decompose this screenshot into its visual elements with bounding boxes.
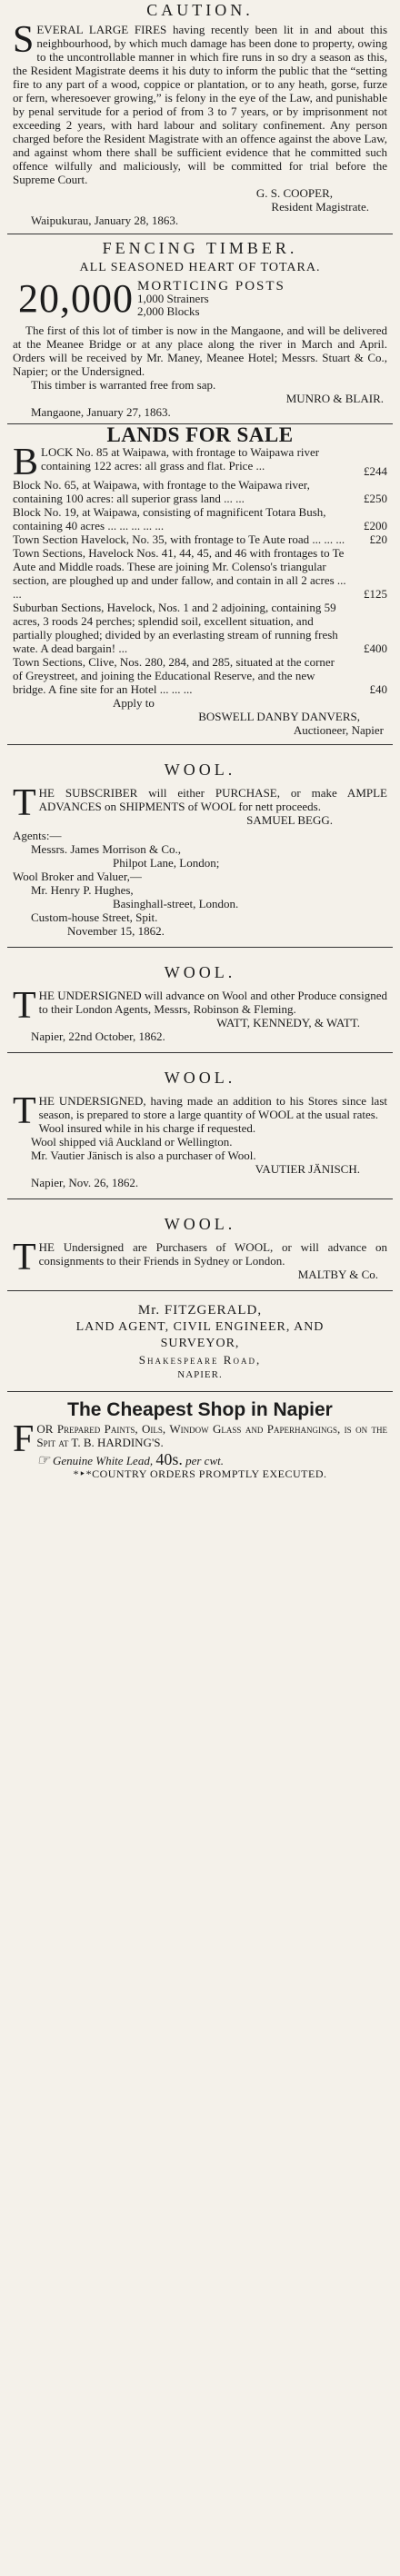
timber-body: The first of this lot of timber is now in the Mangaone, and will be delivered at the Meanee Bridge or at any place along the river in March and April. Orders will be received by Mr. Maney, Meanee Hotel; Messrs. Stuart & Co., Napier; or the Undersigned. (13, 323, 387, 378)
caution-ad (13, 0, 387, 227)
wool1-text: HE SUBSCRIBER will either PURCHASE, or make AMPLE ADVANCES on SHIPMENTS of WOOL for nett proceeds. (38, 786, 387, 813)
timber-item-posts: MORTICING POSTS (137, 279, 285, 293)
lot-price: £40 (369, 682, 387, 696)
wool3-dateline: Napier, Nov. 26, 1862. (31, 1176, 139, 1189)
lot-text: Block No. 65, at Waipawa, with frontage to the Waipawa river, containing 100 acres: all superior grass land ... ... (13, 478, 310, 505)
lands-title: Auctioneer, Napier (293, 723, 384, 737)
timber-quantity-block (13, 276, 387, 321)
list-item (13, 655, 387, 696)
lot-text: Block No. 19, at Waipawa, consisting of magnificent Totara Bush, containing 40 acres ... ... ... ... ... (13, 505, 326, 532)
timber-subheading: ALL SEASONED HEART OF TOTARA. (79, 261, 321, 274)
timber-heading: FENCING TIMBER. (102, 239, 298, 257)
wool4-text: HE Undersigned are Purchasers of WOOL, or will advance on consignments to their Friends in Sydney or London. (38, 1240, 387, 1268)
caution-title: Resident Magistrate. (271, 200, 369, 214)
timber-item-blocks: 2,000 Blocks (137, 304, 200, 318)
lead-label: Genuine White Lead, (52, 1454, 154, 1467)
wool2-dateline: Napier, 22nd October, 1862. (31, 1029, 165, 1043)
wool1-broker-address: Basinghall-street, London. (113, 897, 239, 910)
lot-price: £250 (364, 492, 387, 505)
wool4-signature: MALTBY & Co. (297, 1268, 378, 1281)
lands-apply: Apply to (113, 696, 155, 710)
lot-price: £200 (364, 519, 387, 532)
lot-price: £125 (364, 587, 387, 601)
wool3-purchaser: Mr. Vautier Jänisch is also a purchaser of Wool. (31, 1149, 256, 1162)
cheapest-dropcap: F (13, 1418, 35, 1460)
wool3-ad (13, 1053, 387, 1189)
list-item (13, 601, 387, 655)
wool3-dropcap: T (13, 1090, 36, 1132)
lot-text: Suburban Sections, Havelock, Nos. 1 and 2 adjoining, containing 59 acres, 3 roods 24 perches; splendid soil, excellent situation, and partially ploughed; divided by an everlasting stream of running fresh wate. A dead bargain! ... (13, 601, 338, 655)
list-item (13, 478, 387, 505)
wool1-custom-house: Custom-house Street, Spit. (31, 910, 158, 924)
list-item (13, 546, 387, 601)
lot-price: £400 (364, 642, 387, 655)
fitzgerald-line2: SURVEYOR, (160, 1337, 240, 1350)
pointing-hand-icon: ☞ (36, 1453, 50, 1468)
lands-ad (13, 424, 387, 737)
lands-signature: BOSWELL DANBY DANVERS, (198, 710, 360, 723)
lot-price: £244 (364, 464, 387, 478)
fitzgerald-line1: LAND AGENT, CIVIL ENGINEER, AND (75, 1320, 325, 1334)
wool1-signature: SAMUEL BEGG. (246, 813, 333, 827)
wool2-dropcap: T (13, 985, 36, 1027)
caution-body (13, 19, 387, 186)
cheapest-lead-line (13, 1450, 387, 1468)
lot-price: £20 (369, 532, 387, 546)
wool1-agent-address: Philpot Lane, London; (113, 856, 220, 870)
timber-warranty: This timber is warranted free from sap. (31, 378, 216, 392)
timber-big-number: 20,000 (18, 276, 134, 321)
caution-dropcap: S (13, 19, 35, 61)
caution-text: EVERAL LARGE FIRES having recently been lit in and about this neighbourhood, by which much damage has been done to property, owing to the uncontrollable manner in which fire runs in so dry a season as this, the Resident Magistrate deems it his duty to inform the public that the “setting fire to any part of a wood, coppice or plantation, or to any heath, gorse, furze or fern, wheresoever growing,” is felony in the eye of the Law, and punishable by penal servitude for a period of from 3 to 7 years, or by imprisonment not exceeding 2 years, with hard labour and solitary confinement. Any person charged before the Resident Magistrate with an offence against the above Law, and against whom there shall be sufficient evidence that he committed such offence wilfully and maliciously, will be committed for trial before the Supreme Court. (13, 23, 387, 186)
wool4-ad (13, 1199, 387, 1281)
wool3-insured: Wool insured while in his charge if requested. (38, 1121, 256, 1135)
lands-heading: LANDS FOR SALE (106, 423, 294, 446)
lead-unit: per cwt. (185, 1454, 224, 1467)
wool2-text: HE UNDERSIGNED will advance on Wool and other Produce consigned to their London Agents, Messrs, Robinson & Fleming. (38, 989, 387, 1016)
cheapest-heading: The Cheapest Shop in Napier (67, 1399, 333, 1420)
wool1-heading: WOOL. (164, 761, 236, 779)
fitzgerald-name: Mr. FITZGERALD, (137, 1303, 263, 1318)
timber-dateline: Mangaone, January 27, 1863. (31, 405, 171, 419)
wool1-dateline: November 15, 1862. (67, 924, 165, 938)
timber-items (134, 280, 285, 318)
cheapest-footer: *‣*COUNTRY ORDERS PROMPTLY EXECUTED. (73, 1467, 327, 1480)
fitzgerald-address: Shakespeare Road, (138, 1353, 262, 1367)
timber-signature: MUNRO & BLAIR. (285, 392, 384, 405)
wool1-broker-label: Wool Broker and Valuer,— (13, 870, 142, 883)
lot-text: Town Section Havelock, No. 35, with frontage to Te Aute road ... ... ... (13, 532, 345, 546)
wool1-agents-label: Agents:— (13, 829, 62, 842)
wool3-shipped: Wool shipped viâ Auckland or Wellington. (31, 1135, 233, 1149)
caution-dateline: Waipukurau, January 28, 1863. (31, 214, 179, 227)
fitzgerald-ad (13, 1291, 387, 1382)
wool1-dropcap: T (13, 782, 36, 824)
wool3-heading: WOOL. (164, 1069, 236, 1087)
cheapest-text: OR Prepared Paints, Oils, Window Glass and Paperhangings, is on the Spit at T. B. HARDING'S. (36, 1422, 387, 1449)
wool1-ad (13, 745, 387, 938)
lead-price: 40s. (155, 1450, 183, 1468)
wool3-text: HE UNDERSIGNED, having made an addition to his Stores since last season, is prepared to store a large quantity of WOOL at the usual rates. (38, 1094, 387, 1121)
wool4-heading: WOOL. (164, 1215, 236, 1233)
wool2-heading: WOOL. (164, 963, 236, 981)
timber-item-strainers: 1,000 Strainers (137, 292, 209, 305)
list-item (13, 505, 387, 532)
list-item (13, 532, 387, 546)
lands-dropcap: B (13, 442, 39, 483)
timber-ad (13, 234, 387, 419)
list-item (13, 442, 387, 483)
wool1-agent: Messrs. James Morrison & Co., (31, 842, 182, 856)
caution-heading: CAUTION. (146, 1, 254, 19)
wool3-signature: VAUTIER JÄNISCH. (255, 1162, 360, 1176)
wool2-ad (13, 948, 387, 1043)
caution-signature: G. S. COOPER, (255, 186, 333, 200)
wool1-broker: Mr. Henry P. Hughes, (31, 883, 134, 897)
wool4-dropcap: T (13, 1237, 36, 1278)
fitzgerald-town: NAPIER. (177, 1369, 223, 1380)
lot-text: Town Sections, Havelock Nos. 41, 44, 45, and 46 with frontages to Te Aute and Middle roads. These are joining Mr. Colenso's triangular section, are ploughed up and under fallow, and contain in all 2 acres ... ... (13, 546, 346, 601)
lot-text: Town Sections, Clive, Nos. 280, 284, and 285, situated at the corner of Greystreet, and joining the Educational Reserve, and the new bridge. A fine site for an Hotel ... ... ... (13, 655, 335, 696)
wool2-signature: WATT, KENNEDY, & WATT. (216, 1016, 360, 1029)
cheapest-ad (13, 1392, 387, 1481)
lot-text: LOCK No. 85 at Waipawa, with frontage to Waipawa river containing 122 acres: all grass and flat. Price ... (41, 445, 320, 472)
